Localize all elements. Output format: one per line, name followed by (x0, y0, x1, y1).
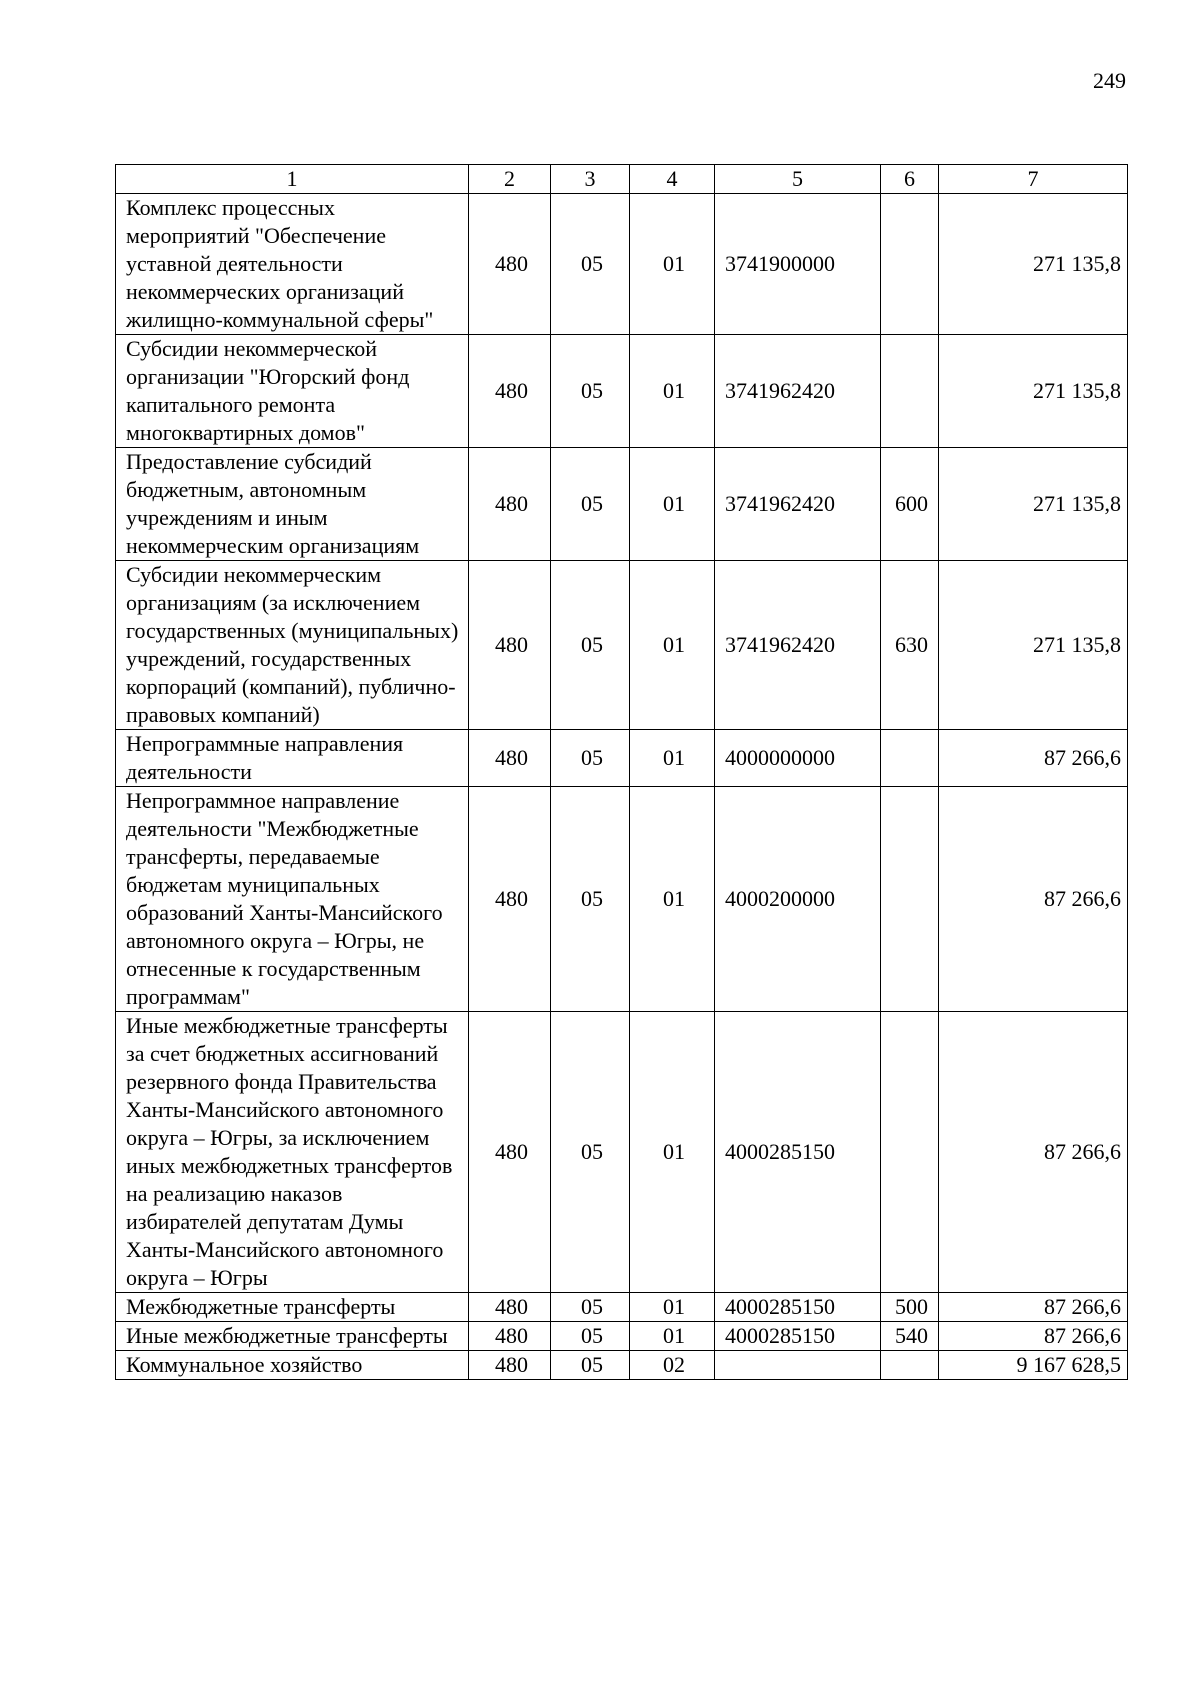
row-gr: 480 (469, 787, 551, 1012)
row-amount: 9 167 628,5 (939, 1351, 1128, 1380)
row-pr: 01 (630, 1012, 715, 1293)
row-csr: 3741962420 (715, 448, 881, 561)
header-col-7: 7 (939, 165, 1128, 194)
row-name: Межбюджетные трансферты (116, 1293, 469, 1322)
row-pr: 01 (630, 335, 715, 448)
row-gr: 480 (469, 1322, 551, 1351)
row-vr: 600 (881, 448, 939, 561)
row-pr: 01 (630, 787, 715, 1012)
row-name: Непрограммные направления деятельности (116, 730, 469, 787)
row-gr: 480 (469, 335, 551, 448)
row-pr: 01 (630, 194, 715, 335)
row-pr: 01 (630, 561, 715, 730)
row-amount: 87 266,6 (939, 1012, 1128, 1293)
row-name: Иные межбюджетные трансферты (116, 1322, 469, 1351)
table-body (116, 194, 1128, 1380)
row-gr: 480 (469, 194, 551, 335)
table-row (116, 1351, 1128, 1380)
row-gr: 480 (469, 448, 551, 561)
row-rz: 05 (551, 1322, 630, 1351)
row-rz: 05 (551, 448, 630, 561)
row-csr: 4000285150 (715, 1293, 881, 1322)
row-name: Предоставление субсидий бюджетным, автономным учреждениям и иным некоммерческим организациям (116, 448, 469, 561)
header-col-4: 4 (630, 165, 715, 194)
row-rz: 05 (551, 730, 630, 787)
row-gr: 480 (469, 1293, 551, 1322)
row-vr (881, 730, 939, 787)
row-vr: 500 (881, 1293, 939, 1322)
row-vr: 630 (881, 561, 939, 730)
page-number: 249 (1093, 68, 1126, 93)
row-amount: 87 266,6 (939, 1322, 1128, 1351)
row-vr (881, 787, 939, 1012)
row-amount: 87 266,6 (939, 787, 1128, 1012)
table-row (116, 1322, 1128, 1351)
row-csr: 3741900000 (715, 194, 881, 335)
header-col-5: 5 (715, 165, 881, 194)
row-gr: 480 (469, 1012, 551, 1293)
row-csr: 4000285150 (715, 1012, 881, 1293)
row-vr (881, 335, 939, 448)
row-csr: 4000200000 (715, 787, 881, 1012)
header-col-1: 1 (116, 165, 469, 194)
row-csr (715, 1351, 881, 1380)
table-row (116, 194, 1128, 335)
table-row (116, 1293, 1128, 1322)
row-gr: 480 (469, 730, 551, 787)
row-pr: 02 (630, 1351, 715, 1380)
row-vr (881, 1351, 939, 1380)
row-gr: 480 (469, 1351, 551, 1380)
row-rz: 05 (551, 1351, 630, 1380)
table-row (116, 561, 1128, 730)
row-name: Комплекс процессных мероприятий "Обеспечение уставной деятельности некоммерческих организаций жилищно-коммунальной сферы" (116, 194, 469, 335)
row-amount: 271 135,8 (939, 335, 1128, 448)
row-rz: 05 (551, 194, 630, 335)
row-rz: 05 (551, 1012, 630, 1293)
header-row (116, 165, 1128, 194)
row-amount: 87 266,6 (939, 730, 1128, 787)
row-name: Субсидии некоммерческой организации "Югорский фонд капитального ремонта многоквартирных домов" (116, 335, 469, 448)
row-name: Коммунальное хозяйство (116, 1351, 469, 1380)
row-amount: 271 135,8 (939, 561, 1128, 730)
row-csr: 4000000000 (715, 730, 881, 787)
row-amount: 271 135,8 (939, 448, 1128, 561)
table-row (116, 730, 1128, 787)
header-col-2: 2 (469, 165, 551, 194)
table-row (116, 335, 1128, 448)
row-rz: 05 (551, 335, 630, 448)
row-gr: 480 (469, 561, 551, 730)
row-csr: 3741962420 (715, 335, 881, 448)
row-csr: 3741962420 (715, 561, 881, 730)
row-csr: 4000285150 (715, 1322, 881, 1351)
row-pr: 01 (630, 1293, 715, 1322)
row-pr: 01 (630, 448, 715, 561)
row-name: Непрограммное направление деятельности "Межбюджетные трансферты, передаваемые бюджетам муниципальных образований Ханты-Мансийского автономного округа – Югры, не отнесенные к государственным программам" (116, 787, 469, 1012)
header-col-6: 6 (881, 165, 939, 194)
header-col-3: 3 (551, 165, 630, 194)
row-vr: 540 (881, 1322, 939, 1351)
table-row (116, 1012, 1128, 1293)
budget-table (115, 164, 1128, 1380)
table-header (116, 165, 1128, 194)
row-name: Иные межбюджетные трансферты за счет бюджетных ассигнований резервного фонда Правительства Ханты-Мансийского автономного округа – Югры, за исключением иных межбюджетных трансфертов на реализацию наказов избирателей депутатам Думы Ханты-Мансийского автономного округа – Югры (116, 1012, 469, 1293)
row-rz: 05 (551, 1293, 630, 1322)
row-rz: 05 (551, 787, 630, 1012)
row-vr (881, 1012, 939, 1293)
row-name: Субсидии некоммерческим организациям (за исключением государственных (муниципальных) учреждений, государственных корпораций (компаний), публично-правовых компаний) (116, 561, 469, 730)
table-row (116, 787, 1128, 1012)
row-pr: 01 (630, 730, 715, 787)
row-amount: 87 266,6 (939, 1293, 1128, 1322)
row-vr (881, 194, 939, 335)
table-row (116, 448, 1128, 561)
row-rz: 05 (551, 561, 630, 730)
row-amount: 271 135,8 (939, 194, 1128, 335)
row-pr: 01 (630, 1322, 715, 1351)
